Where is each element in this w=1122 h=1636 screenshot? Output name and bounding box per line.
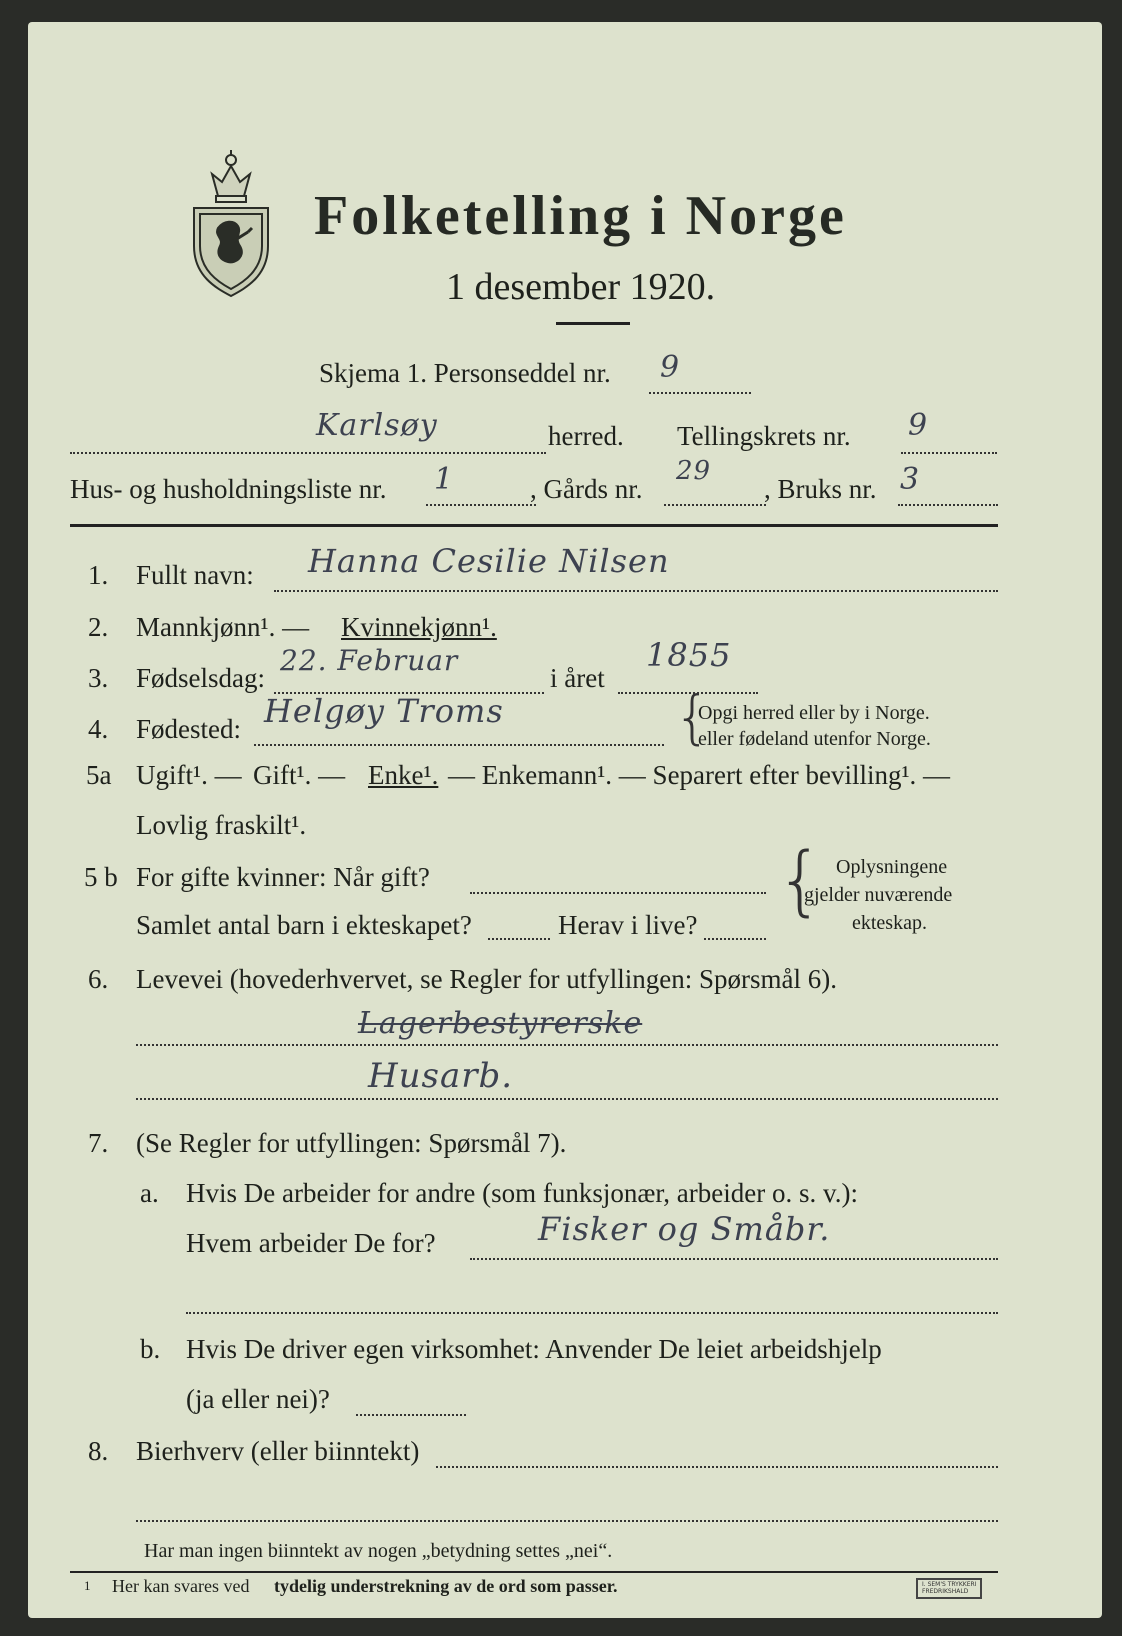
q8-number: 8. bbox=[88, 1436, 109, 1466]
form-title: Folketelling i Norge bbox=[314, 185, 847, 247]
q7a-number: a. bbox=[140, 1178, 159, 1208]
herred-field-line bbox=[70, 452, 546, 454]
skjema-label: Skjema 1. Personseddel nr. bbox=[319, 358, 611, 388]
q1-label: Fullt navn: bbox=[136, 560, 254, 590]
husholdningsliste-value[interactable]: 1 bbox=[434, 462, 455, 497]
gards-value[interactable]: 29 bbox=[676, 456, 712, 486]
barn-label: Samlet antal barn i ekteskapet? bbox=[136, 910, 472, 940]
bruks-field-line bbox=[898, 504, 998, 506]
tellingskrets-field-line bbox=[901, 452, 997, 454]
q8-field-line-2 bbox=[136, 1520, 998, 1522]
footnote-text-b: tydelig understrekning av de ord som passer. bbox=[274, 1576, 618, 1596]
bruks-label: , Bruks nr. bbox=[764, 474, 877, 504]
personseddel-number-value[interactable]: 9 bbox=[660, 350, 681, 385]
footnote-text-a: Her kan svares ved bbox=[112, 1576, 250, 1596]
footnote-separator bbox=[70, 1571, 998, 1573]
lovlig-fraskilt-option[interactable]: Lovlig fraskilt¹. bbox=[136, 810, 307, 840]
q6-number: 6. bbox=[88, 964, 109, 994]
q5b-brace: { bbox=[776, 835, 825, 924]
live-field-line bbox=[704, 938, 766, 940]
live-label: Herav i live? bbox=[558, 910, 698, 940]
printer-stamp-line2: FREDRIKSHALD bbox=[922, 1587, 969, 1595]
q7-label: (Se Regler for utfyllingen: Spørsmål 7). bbox=[136, 1128, 567, 1158]
barn-field-line bbox=[488, 938, 550, 940]
skjema-field-line bbox=[649, 392, 751, 394]
q7a-label: Hvis De arbeider for andre (som funksjonær, arbeider o. s. v.): bbox=[186, 1178, 858, 1208]
q5b-number: 5 b bbox=[84, 862, 118, 892]
bruks-value[interactable]: 3 bbox=[900, 462, 921, 497]
q5b-note-line1: Oplysningene bbox=[836, 856, 948, 878]
q4-note-line2: eller fødeland utenfor Norge. bbox=[698, 728, 931, 750]
q7b-number: b. bbox=[140, 1334, 161, 1364]
q6-field-line-1 bbox=[136, 1044, 998, 1046]
gards-field-line bbox=[664, 504, 766, 506]
nar-gift-field-line bbox=[470, 892, 766, 894]
q5b-note-line3: ekteskap. bbox=[852, 912, 927, 934]
herred-label: herred. bbox=[548, 421, 624, 451]
husholdningsliste-label: Hus- og husholdningsliste nr. bbox=[70, 474, 387, 504]
q5b-note-line2: gjelder nuværende bbox=[804, 884, 953, 906]
year-label: i året bbox=[550, 663, 605, 693]
birthplace-value[interactable]: Helgøy Troms bbox=[264, 692, 504, 730]
printer-stamp bbox=[916, 1578, 982, 1599]
q8-label: Bierhverv (eller biinntekt) bbox=[136, 1436, 420, 1466]
q4-field-line bbox=[254, 744, 664, 746]
occupation-value[interactable]: Husarb. bbox=[368, 1056, 514, 1096]
occupation-struck-value[interactable]: Lagerbestyrerske bbox=[358, 1006, 643, 1041]
q7a-field-line-1 bbox=[470, 1258, 998, 1260]
birthday-value[interactable]: 22. Februar bbox=[280, 644, 459, 677]
gift-option[interactable]: Gift¹. — bbox=[253, 760, 346, 790]
mannkjonn-option[interactable]: Mannkjønn¹. — bbox=[136, 612, 310, 642]
q4-note-line1: Opgi herred eller by i Norge. bbox=[698, 702, 930, 724]
form-date: 1 desember 1920. bbox=[446, 266, 716, 308]
q1-field-line bbox=[274, 590, 998, 592]
full-name-value[interactable]: Hanna Cesilie Nilsen bbox=[308, 542, 670, 580]
q7b-label: Hvis De driver egen virksomhet: Anvender De leiet arbeidshjelp bbox=[186, 1334, 882, 1364]
q7-number: 7. bbox=[88, 1128, 109, 1158]
q5a-number: 5a bbox=[86, 760, 112, 790]
printer-stamp-line1: I. SEM'S TRYKKERI bbox=[922, 1581, 977, 1588]
q1-number: 1. bbox=[88, 560, 109, 590]
q4-label: Fødested: bbox=[136, 714, 241, 744]
kvinnekjonn-option-selected[interactable]: Kvinnekjønn¹. bbox=[341, 612, 497, 642]
q2-number: 2. bbox=[88, 612, 109, 642]
employer-value[interactable]: Fisker og Småbr. bbox=[538, 1210, 831, 1248]
q3-label: Fødselsdag: bbox=[136, 663, 266, 693]
q6-label: Levevei (hovederhvervet, se Regler for utfyllingen: Spørsmål 6). bbox=[136, 964, 838, 994]
tellingskrets-label: Tellingskrets nr. bbox=[677, 421, 851, 451]
birth-year-value[interactable]: 1855 bbox=[646, 636, 732, 674]
gards-label: , Gårds nr. bbox=[530, 474, 643, 504]
q5b-label: For gifte kvinner: Når gift? bbox=[136, 862, 430, 892]
herred-value[interactable]: Karlsøy bbox=[316, 408, 438, 443]
hus-field-line bbox=[426, 504, 536, 506]
q7a-question: Hvem arbeider De for? bbox=[186, 1228, 436, 1258]
q7b-question: (ja eller nei)? bbox=[186, 1384, 330, 1414]
marital-options-rest[interactable]: — Enkemann¹. — Separert efter bevilling¹. — bbox=[448, 760, 951, 790]
q6-field-line-2 bbox=[136, 1098, 998, 1100]
q8-field-line-1 bbox=[436, 1466, 998, 1468]
ugift-option[interactable]: Ugift¹. — bbox=[136, 760, 242, 790]
enke-option-selected[interactable]: Enke¹. bbox=[368, 760, 439, 790]
biinntekt-note: Har man ingen biinntekt av nogen „betydning settes „nei“. bbox=[144, 1540, 613, 1562]
title-rule bbox=[556, 322, 630, 325]
norway-coat-of-arms-icon bbox=[188, 146, 274, 298]
q7b-field-line bbox=[356, 1414, 466, 1416]
footnote-mark: 1 bbox=[84, 1578, 91, 1593]
census-form bbox=[28, 22, 1102, 1618]
q4-number: 4. bbox=[88, 714, 109, 744]
q7a-field-line-2 bbox=[186, 1312, 998, 1314]
tellingskrets-value[interactable]: 9 bbox=[908, 408, 929, 443]
q4-brace: { bbox=[674, 683, 711, 751]
header-separator bbox=[70, 524, 998, 527]
q3-number: 3. bbox=[88, 663, 109, 693]
